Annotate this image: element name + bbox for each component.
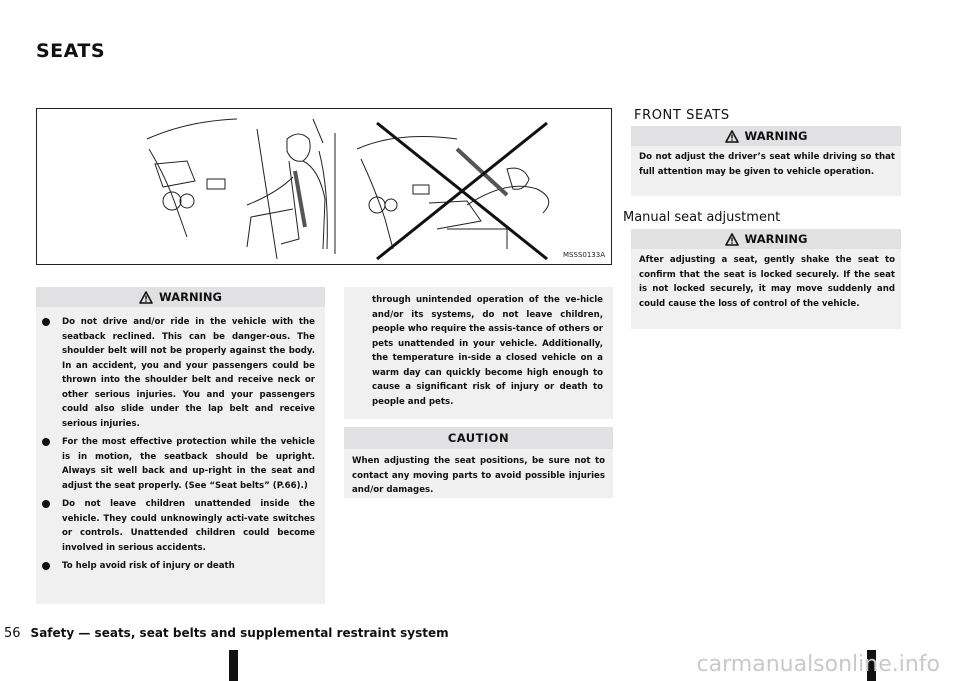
figure-code: MSSS0133A — [563, 251, 605, 259]
bullet-text: For the most effective protection while the vehicle is in motion, the seatback should be upright. Always sit well back and up-right in the seat and adjust the seat properly. (See “Seat belts” (P.66).) — [62, 437, 315, 491]
list-item — [36, 559, 315, 574]
warning-triangle-icon — [725, 130, 739, 143]
bullet-text: To help avoid risk of injury or death — [62, 561, 235, 571]
bullet-icon — [42, 562, 50, 570]
list-item — [36, 497, 315, 555]
section-title: SEATS — [36, 40, 106, 62]
caution-box — [344, 427, 613, 498]
warning-continuation-box — [344, 287, 613, 419]
warning-header-label: WARNING — [159, 290, 222, 304]
page-footer — [4, 626, 449, 641]
front-seats-warning-header — [631, 126, 901, 146]
list-item — [36, 315, 315, 431]
bullet-icon — [42, 500, 50, 508]
seat-position-figure — [36, 108, 612, 265]
bullet-text: Do not leave children unattended inside the vehicle. They could unknowingly acti-vate switches or controls. Unattended children could become involved in serious accidents. — [62, 499, 315, 553]
front-seats-warning-label: WARNING — [744, 129, 808, 143]
warning-triangle-icon — [139, 291, 153, 304]
seat-illustration — [37, 109, 613, 266]
caution-text: When adjusting the seat positions, be sure not to contact any moving parts to avoid possible injuries and/or damages. — [352, 456, 605, 495]
front-seats-warning-box — [631, 126, 901, 196]
front-seats-heading: FRONT SEATS — [634, 108, 730, 123]
warning-triangle-icon — [725, 233, 739, 246]
warning-box-main — [36, 287, 325, 604]
bottom-bar-left — [229, 650, 238, 681]
manual-seat-adjustment-heading: Manual seat adjustment — [623, 210, 781, 225]
warning-continuation-text: through unintended operation of the ve-hicle and/or its systems, do not leave children, people who require the assis-tance of others or pets unattended in your vehicle. Additionally, the temperature in-side a closed vehicle on a warm day can quickly become high enough to cause a significant risk of injury or death to people and pets. — [372, 295, 603, 407]
bullet-icon — [42, 438, 50, 446]
page-number: 56 — [4, 626, 21, 641]
manual-adjustment-warning-text: After adjusting a seat, gently shake the seat to confirm that the seat is locked securely. If the seat is not locked securely, it may move suddenly and could cause the loss of control of the vehicle. — [639, 255, 895, 309]
manual-adjustment-warning-header — [631, 229, 901, 249]
manual-adjustment-warning-label: WARNING — [744, 232, 808, 246]
manual-adjustment-warning-box — [631, 229, 901, 329]
footer-title: Safety — seats, seat belts and supplemental restraint system — [30, 626, 449, 640]
bullet-icon — [42, 318, 50, 326]
caution-header: CAUTION — [344, 427, 613, 449]
warning-header — [36, 287, 325, 307]
watermark: carmanualsonline.info — [696, 652, 940, 677]
bullet-text: Do not drive and/or ride in the vehicle with the seatback reclined. This can be danger-ous. The shoulder belt will not be properly against the body. In an accident, you and your passengers could be thrown into the shoulder belt and receive neck or other serious injuries. You and your passengers could also slide under the lap belt and receive serious injuries. — [62, 317, 315, 429]
list-item — [36, 435, 315, 493]
front-seats-warning-text: Do not adjust the driver’s seat while driving so that full attention may be given to vehicle operation. — [639, 152, 895, 177]
